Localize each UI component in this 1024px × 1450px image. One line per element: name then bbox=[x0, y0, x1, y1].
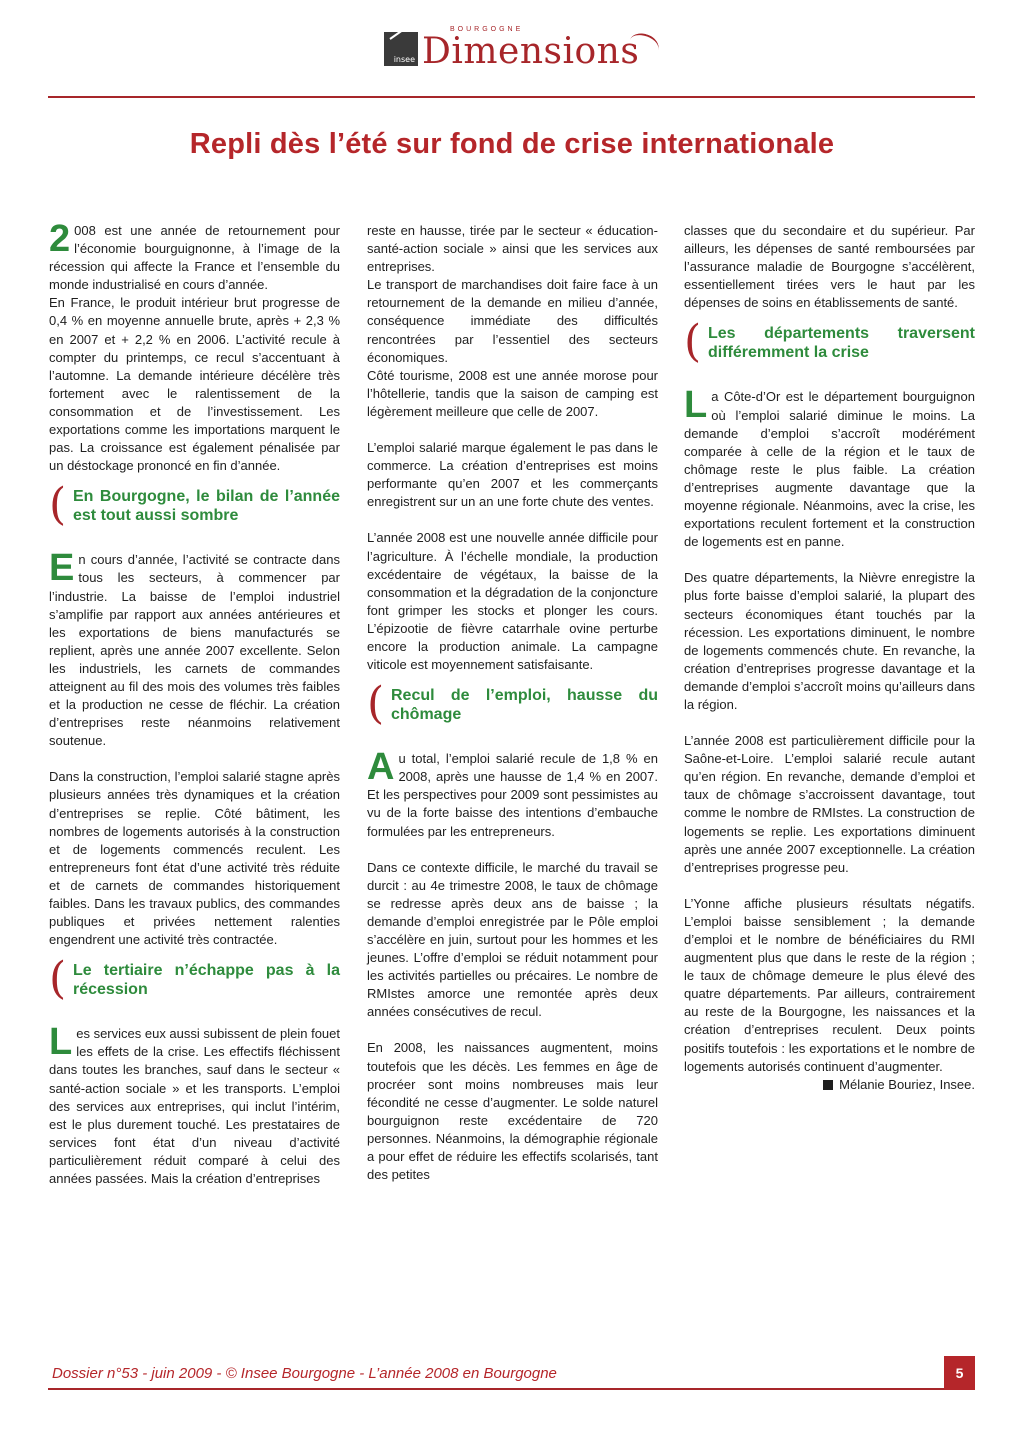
footer-rule bbox=[48, 1388, 946, 1390]
paragraph: Côté tourisme, 2008 est une année morose pour l’hôtellerie, tandis que la saison de camping est légèrement meilleure que celle de 2007. bbox=[367, 367, 658, 419]
column-2 bbox=[367, 222, 658, 1184]
section-heading: ( Le tertiaire n’échappe pas à la récession bbox=[49, 953, 340, 1005]
footer-caption: Dossier n°53 - juin 2009 - © Insee Bourgogne - L’année 2008 en Bourgogne bbox=[52, 1365, 557, 1382]
paragraph: reste en hausse, tirée par le secteur « éducation-santé-action sociale » ainsi que les services aux entreprises. bbox=[367, 223, 658, 275]
paragraph: L’année 2008 est particulièrement difficile pour la Saône-et-Loire. L’emploi salarié recule autant qu’en région. En revanche, demande d’emploi et taux de chômage s’accroissent davantage, tout comme le nombre de RMIstes. La construction de logements se replie. Les exportations diminuent après une année 2007 exceptionnelle. La création d’entreprises progresse peu. bbox=[684, 733, 975, 875]
insee-logo-icon: insee bbox=[384, 32, 418, 66]
page-number: 5 bbox=[944, 1356, 975, 1390]
paragraph: Dans ce contexte difficile, le marché du travail se durcit : au 4e trimestre 2008, le taux de chômage se redresse après deux ans de baisse ; la demande d’emploi enregistrée par le Pôle emploi s’accélère en juin, surtout pour les hommes et les jeunes. L’offre d’emploi se réduit notamment pour les activités partielles ou précaires. Le nombre de RMIstes amorce une remontée après deux années consécutives de recul. bbox=[367, 859, 658, 1020]
paragraph: L’emploi salarié marque également le pas dans le commerce. La création d’entreprises est moins performante qu’en 2007 et les commerçants enregistrent sur un an une forte chute des ventes. bbox=[367, 440, 658, 510]
header-rule bbox=[48, 96, 975, 98]
paragraph: La Côte-d’Or est le département bourguignon où l’emploi salarié diminue le moins. La demande d’emploi s’accroît modérément comparée à celle de la région et le taux de chômage reste le plus faible. La création d’entreprises augmente davantage que la moyenne régionale. Néanmoins, avec la crise, les exportations reculent fortement et la construction de logements est en panne. bbox=[684, 384, 975, 550]
article-title: Repli dès l’été sur fond de crise internationale bbox=[189, 128, 835, 160]
magazine-logo bbox=[384, 26, 639, 70]
paragraph: Dans la construction, l’emploi salarié stagne après plusieurs années très dynamiques et la création d’entreprises se replie. Côté bâtiment, les nombres de logements autorisés à la construction et de logements commencés reculent. Les entrepreneurs font état d’une activité très réduite et de carnets de commandes historiquement faibles. Dans les travaux publics, des commandes publiques et privées nettement ralenties engendrent une activité très contractée. bbox=[49, 769, 340, 948]
paragraph: En France, le produit intérieur brut progresse de 0,4 % en moyenne annuelle brute, après + 2,3 % en 2007 et + 2,2 % en 2006. L’activité recule à compter du printemps, ce recul s’accentuant à l’automne. La demande intérieure décélère très fortement avec le ralentissement de la consommation et de l’investissement. Les exportations comme les importations marquent le pas. La croissance est également pénalisée par un déstockage prononcé en fin d’année. bbox=[49, 295, 340, 474]
brace-icon: ( bbox=[49, 479, 67, 531]
brace-icon: ( bbox=[684, 316, 702, 368]
drop-cap: A bbox=[367, 746, 395, 789]
paragraph: En cours d’année, l’activité se contracte dans tous les secteurs, à commencer par l’industrie. La baisse de l’emploi industriel s’amplifie par rapport aux années antérieures et les exportations de biens manufacturés se replient, après une année 2007 excellente. Selon les industriels, les carnets de commandes atteignent au fil des mois des volumes très faibles et la production ne cesse de fléchir. La création d’entreprises reste néanmoins relativement soutenue. bbox=[49, 547, 340, 749]
column-1 bbox=[49, 218, 340, 1188]
author-signature: Mélanie Bouriez, Insee. bbox=[684, 1076, 975, 1094]
paragraph: Le transport de marchandises doit faire face à un retournement de la demande en milieu d’année, conséquence immédiate des difficultés rencontrées par l’essentiel des secteurs économiques. bbox=[367, 277, 658, 365]
drop-cap: 2 bbox=[49, 218, 71, 260]
paragraph: L’année 2008 est une nouvelle année difficile pour l’agriculture. À l’échelle mondiale, la production excédentaire de végétaux, la baisse de la consommation et la dégradation de la conjoncture font grimper les stocks et plonger les cours. L’épizootie de fièvre catarrhale ovine perturbe encore la production animale. La campagne viticole est moyennement satisfaisante. bbox=[367, 530, 658, 673]
paragraph: L’Yonne affiche plusieurs résultats négatifs. L’emploi baisse sensiblement ; la demande d’emploi et le nombre de bénéficiaires du RMI augmentent plus que dans le reste de la région ; le taux de chômage demeure le plus élevé des quatre départements. Par ailleurs, contrairement au reste de la Bourgogne, les naissances et la création d’entreprises reculent. Deux points positifs toutefois : les exportations et le nombre de logements autorisés continuent d’augmenter. bbox=[684, 895, 975, 1074]
paragraph: En 2008, les naissances augmentent, moins toutefois que les décès. Les femmes en âge de procréer sont moins nombreuses mais leur fécondité ne cesse d’augmenter. Le solde naturel bourguignon reste excédentaire de 720 personnes. Néanmoins, la démographie régionale a pour effet de réduire les effectifs scolarisés, tant des petites bbox=[367, 1040, 658, 1183]
section-heading: ( En Bourgogne, le bilan de l’année est tout aussi sombre bbox=[49, 479, 340, 531]
logo-subtitle: BOURGOGNE bbox=[450, 26, 524, 33]
drop-cap: L bbox=[49, 1021, 73, 1064]
paragraph: Au total, l’emploi salarié recule de 1,8 % en 2008, après une hausse de 1,4 % en 2007. Et les perspectives pour 2009 sont pessimistes au vu de la forte baisse des intentions d’embauche formulées par les entrepreneurs. bbox=[367, 746, 658, 839]
section-heading: ( Les départements traversent différemment la crise bbox=[684, 316, 975, 368]
drop-cap: E bbox=[49, 547, 75, 590]
brace-icon: ( bbox=[49, 953, 67, 1005]
drop-cap: L bbox=[684, 384, 708, 427]
logo-wordmark: Dimensions bbox=[422, 31, 640, 72]
paragraph: 2 008 est une année de retournement pour l’économie bourguignonne, à l’image de la récession qui affecte la France et l’ensemble du monde industrialisé en cours d’année. bbox=[49, 218, 340, 293]
paragraph: classes que du secondaire et du supérieur. Par ailleurs, les dépenses de santé remboursées par l’assurance maladie de Bourgogne s’accélèrent, essentiellement tirées vers le haut par les dépenses de soins en établissements de santé. bbox=[684, 223, 975, 311]
paragraph: Des quatre départements, la Nièvre enregistre la plus forte baisse d’emploi salarié, la plupart des secteurs économiques étant touchés par la récession. Les exportations diminuent, le nombre de logements commencés chute. En revanche, la création d’entreprises progresse davantage et la demande d’emploi s’accroît moins qu’ailleurs dans la région. bbox=[684, 570, 975, 712]
column-3 bbox=[684, 222, 975, 1094]
section-heading: ( Recul de l’emploi, hausse du chômage bbox=[367, 678, 658, 730]
brace-icon: ( bbox=[367, 678, 385, 730]
square-bullet-icon bbox=[823, 1080, 833, 1090]
paragraph: Les services eux aussi subissent de plein fouet les effets de la crise. Les effectifs fléchissent dans toutes les branches, sauf dans le secteur « santé-action sociale » et les transports. L’emploi des services aux entreprises, qui inclut l’intérim, est le plus durement touché. Les prestataires de services font état d’un niveau d’activité particulièrement réduit comparé à celui des années passées. Mais la création d’entreprises bbox=[49, 1021, 340, 1187]
